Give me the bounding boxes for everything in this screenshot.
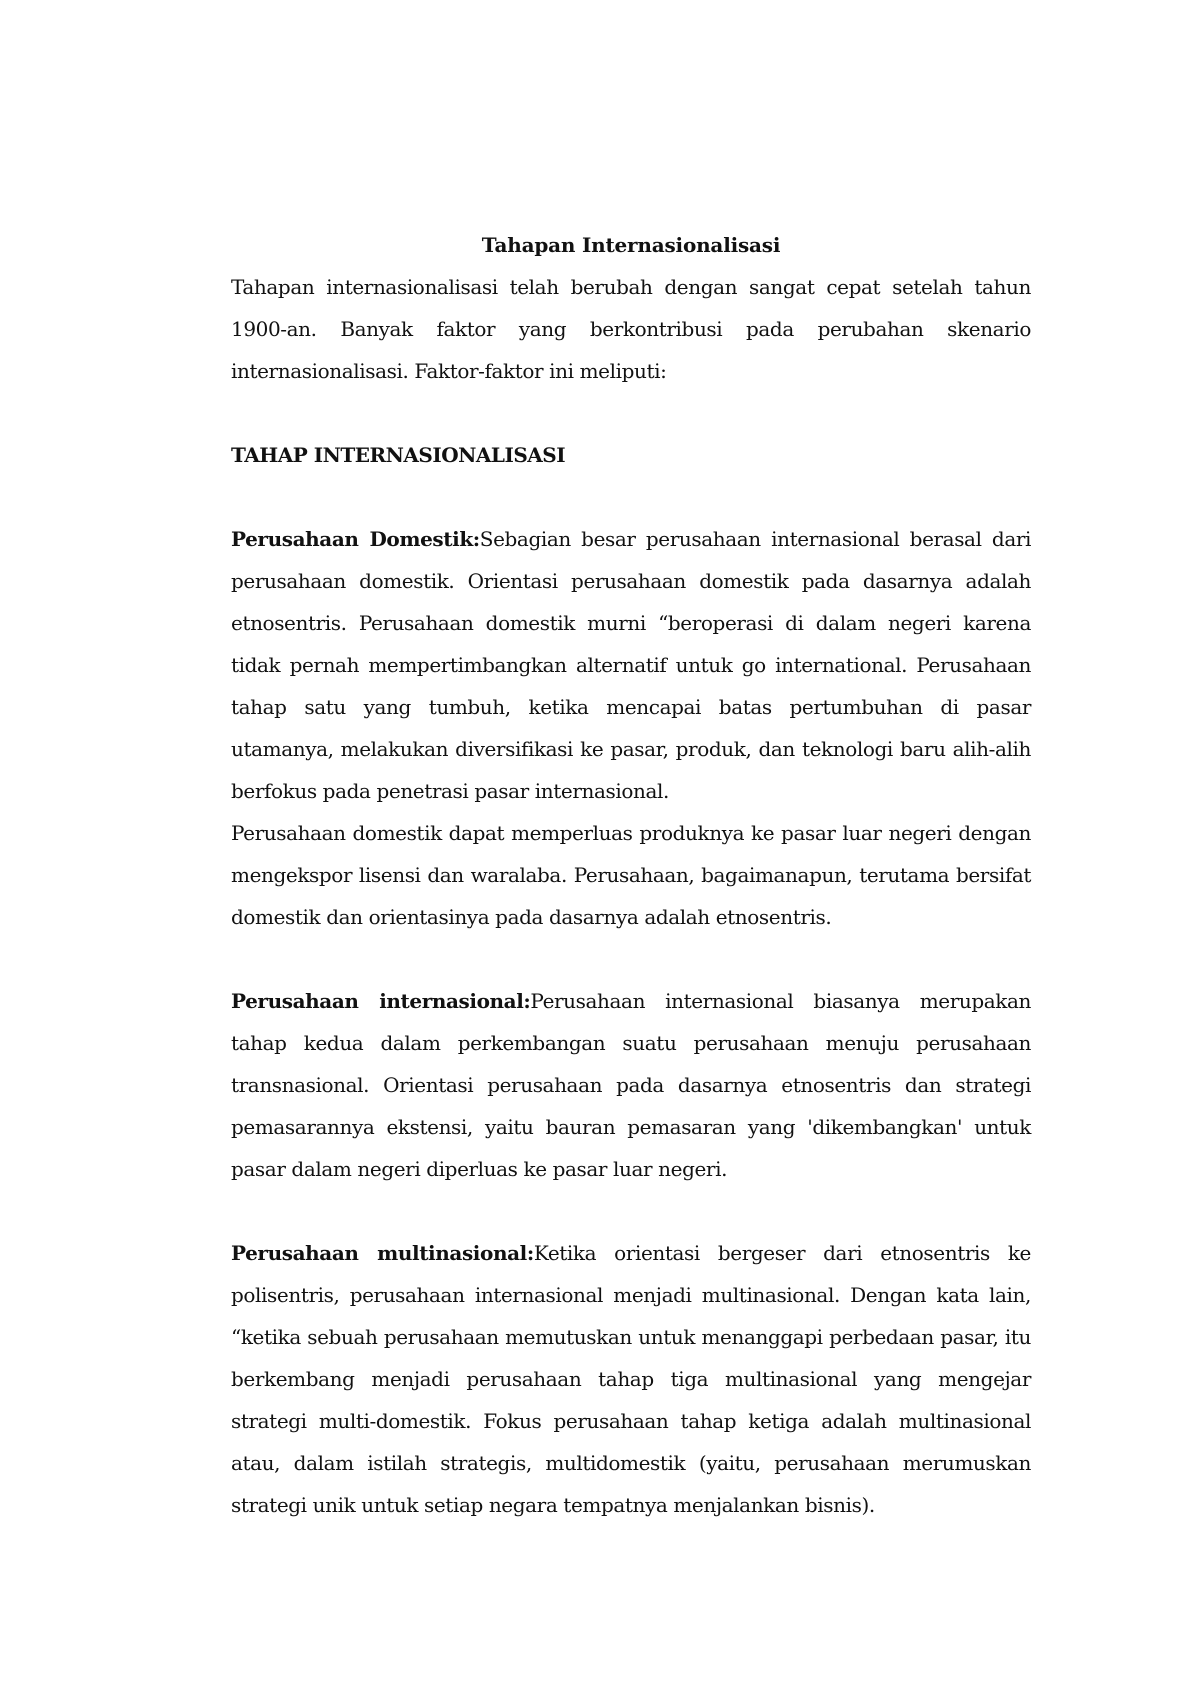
spacer bbox=[231, 476, 1031, 518]
international-paragraph bbox=[231, 980, 1031, 1190]
domestic-paragraph-2: Perusahaan domestik dapat memperluas produknya ke pasar luar negeri dengan mengekspor lisensi dan waralaba. Perusahaan, bagaimanapun, terutama bersifat domestik dan orientasinya pada dasarnya adalah etnosentris. bbox=[231, 821, 1031, 929]
international-label: Perusahaan internasional: bbox=[231, 989, 531, 1013]
multinational-paragraph bbox=[231, 1232, 1031, 1526]
document-title: Tahapan Internasionalisasi bbox=[481, 233, 781, 257]
document-body bbox=[231, 224, 1031, 1526]
domestic-text: Sebagian besar perusahaan internasional berasal dari perusahaan domestik. Orientasi perusahaan domestik pada dasarnya adalah etnosentris. Perusahaan domestik murni “beroperasi di dalam negeri karena tidak pernah mempertimbangkan alternatif untuk go international. Perusahaan tahap satu yang tumbuh, ketika mencapai batas pertumbuhan di pasar utamanya, melakukan diversifikasi ke pasar, produk, dan teknologi baru alih-alih berfokus pada penetrasi pasar internasional. bbox=[231, 527, 1031, 803]
spacer bbox=[231, 1190, 1031, 1232]
multinational-text: Ketika orientasi bergeser dari etnosentris ke polisentris, perusahaan internasional menjadi multinasional. Dengan kata lain, “ketika sebuah perusahaan memutuskan untuk menanggapi perbedaan pasar, itu berkembang menjadi perusahaan tahap tiga multinasional yang mengejar strategi multi-domestik. Fokus perusahaan tahap ketiga adalah multinasional atau, dalam istilah strategis, multidomestik (yaitu, perusahaan merumuskan strategi unik untuk setiap negara tempatnya menjalankan bisnis). bbox=[231, 1241, 1031, 1517]
international-text: Perusahaan internasional biasanya merupakan tahap kedua dalam perkembangan suatu perusahaan menuju perusahaan transnasional. Orientasi perusahaan pada dasarnya etnosentris dan strategi pemasarannya ekstensi, yaitu bauran pemasaran yang 'dikembangkan' untuk pasar dalam negeri diperluas ke pasar luar negeri. bbox=[231, 989, 1031, 1181]
spacer bbox=[231, 938, 1031, 980]
multinational-label: Perusahaan multinasional: bbox=[231, 1241, 534, 1265]
domestic-label: Perusahaan Domestik: bbox=[231, 527, 480, 551]
intro-paragraph: Tahapan internasionalisasi telah berubah dengan sangat cepat setelah tahun 1900-an. Banyak faktor yang berkontribusi pada perubahan skenario internasionalisasi. Faktor-faktor ini meliputi: bbox=[231, 275, 1031, 383]
section-heading: TAHAP INTERNASIONALISASI bbox=[231, 443, 566, 467]
domestic-paragraph bbox=[231, 518, 1031, 812]
spacer bbox=[231, 392, 1031, 434]
